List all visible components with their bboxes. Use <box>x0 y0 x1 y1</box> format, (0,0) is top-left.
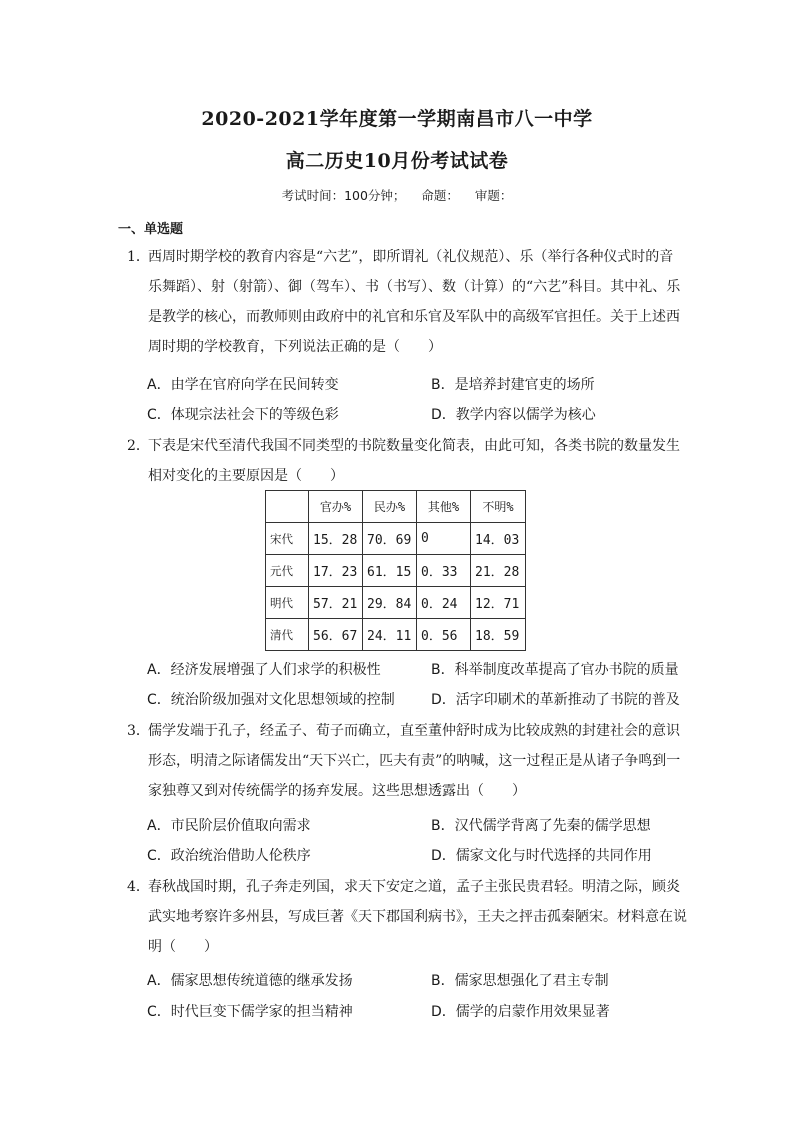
table-cell: 18．59 <box>471 619 526 651</box>
table-cell: 57．21 <box>309 587 363 619</box>
table-cell: 24．11 <box>363 619 417 651</box>
option-c: C．体现宗法社会下的等级色彩 <box>147 407 339 423</box>
table-row <box>266 619 526 651</box>
option-c: C．时代巨变下儒学家的担当精神 <box>147 1004 353 1020</box>
option-a: A．市民阶层价值取向需求 <box>147 818 311 834</box>
table-cell: 29．84 <box>363 587 417 619</box>
exam-setter: 命题： <box>421 188 459 203</box>
table-row <box>266 587 526 619</box>
option-a: A．经济发展增强了人们求学的积极性 <box>147 662 381 678</box>
option-c: C．政治统治借助人伦秩序 <box>147 848 311 864</box>
option-c: C．统治阶级加强对文化思想领域的控制 <box>147 692 395 708</box>
table-cell: 70．69 <box>363 523 417 555</box>
question-4 <box>127 872 687 962</box>
option-d: D．儒家文化与时代选择的共同作用 <box>431 848 652 864</box>
table-header-cell <box>266 491 309 523</box>
table-header-cell: 其他% <box>417 491 471 523</box>
table-cell: 0．33 <box>417 555 471 587</box>
option-b: B．科举制度改革提高了官办书院的质量 <box>431 662 679 678</box>
table-header-cell: 不明% <box>471 491 526 523</box>
table-cell: 清代 <box>266 619 309 651</box>
question-stem: 春秋战国时期，孔子奔走列国，求天下安定之道，孟子主张民贵君轻。明清之际，顾炎武实地考察许多州县，写成巨著《天下郡国利病书》，王夫之抨击孤秦陋宋。材料意在说明（ ） <box>148 879 687 955</box>
option-d: D．儒学的启蒙作用效果显著 <box>431 1004 610 1020</box>
table-row <box>266 523 526 555</box>
table-cell: 0．24 <box>417 587 471 619</box>
exam-time: 考试时间：100分钟； <box>281 188 406 203</box>
table-cell: 61．15 <box>363 555 417 587</box>
option-b: B．儒家思想强化了君主专制 <box>431 973 609 989</box>
question-stem: 西周时期学校的教育内容是“六艺”，即所谓礼（礼仪规范）、乐（举行各种仪式时的音乐舞蹈）、射（射箭）、御（驾车）、书（书写）、数（计算）的“六艺”科目。其中礼、乐是教学的核心，而教师则由政府中的礼官和乐官及军队中的高级军官担任。关于上述西周时期的学校教育，下列说法正确的是（ ） <box>148 249 681 355</box>
option-d: D．活字印刷术的革新推动了书院的普及 <box>431 692 680 708</box>
table-cell: 明代 <box>266 587 309 619</box>
question-number: 3． <box>127 723 150 739</box>
option-a: A．由学在官府向学在民间转变 <box>147 377 339 393</box>
table-cell: 21．28 <box>471 555 526 587</box>
table-cell: 元代 <box>266 555 309 587</box>
question-number: 1． <box>127 249 150 265</box>
option-b: B．是培养封建官吏的场所 <box>431 377 595 393</box>
option-a: A．儒家思想传统道德的继承发扬 <box>147 973 353 989</box>
table-cell: 0．56 <box>417 619 471 651</box>
question-number: 2． <box>127 438 150 454</box>
question-3 <box>127 716 687 806</box>
section-title: 一、单选题 <box>118 222 184 237</box>
table-cell: 12．71 <box>471 587 526 619</box>
table-cell: 15．28 <box>309 523 363 555</box>
option-b: B．汉代儒学背离了先秦的儒学思想 <box>431 818 651 834</box>
exam-meta <box>0 186 794 204</box>
question-1 <box>127 242 687 362</box>
exam-title-line2: 高二历史10月份考试试卷 <box>285 150 509 172</box>
question-2 <box>127 431 687 491</box>
question-stem: 儒学发端于孔子，经孟子、荀子而确立，直至董仲舒时成为比较成熟的封建社会的意识形态，明清之际诸儒发出“天下兴亡，匹夫有责”的呐喊，这一过程正是从诸子争鸣到一家独尊又到对传统儒学的扬弃发展。这些思想透露出（ ） <box>148 723 681 799</box>
table-cell: 0 <box>417 523 471 555</box>
table-cell: 56．67 <box>309 619 363 651</box>
table-cell: 宋代 <box>266 523 309 555</box>
table-cell: 17．23 <box>309 555 363 587</box>
table-header-cell: 官办% <box>309 491 363 523</box>
question-number: 4． <box>127 879 150 895</box>
academy-stats-table <box>265 490 526 651</box>
question-stem: 下表是宋代至清代我国不同类型的书院数量变化简表，由此可知，各类书院的数量发生相对变化的主要原因是（ ） <box>148 438 680 484</box>
exam-reviewer: 审题： <box>474 188 513 203</box>
option-d: D．教学内容以儒学为核心 <box>431 407 596 423</box>
table-cell: 14．03 <box>471 523 526 555</box>
table-header-cell: 民办% <box>363 491 417 523</box>
table-header-row <box>266 491 526 523</box>
table-row <box>266 555 526 587</box>
exam-title-line1: 2020-2021学年度第一学期南昌市八一中学 <box>201 108 593 130</box>
